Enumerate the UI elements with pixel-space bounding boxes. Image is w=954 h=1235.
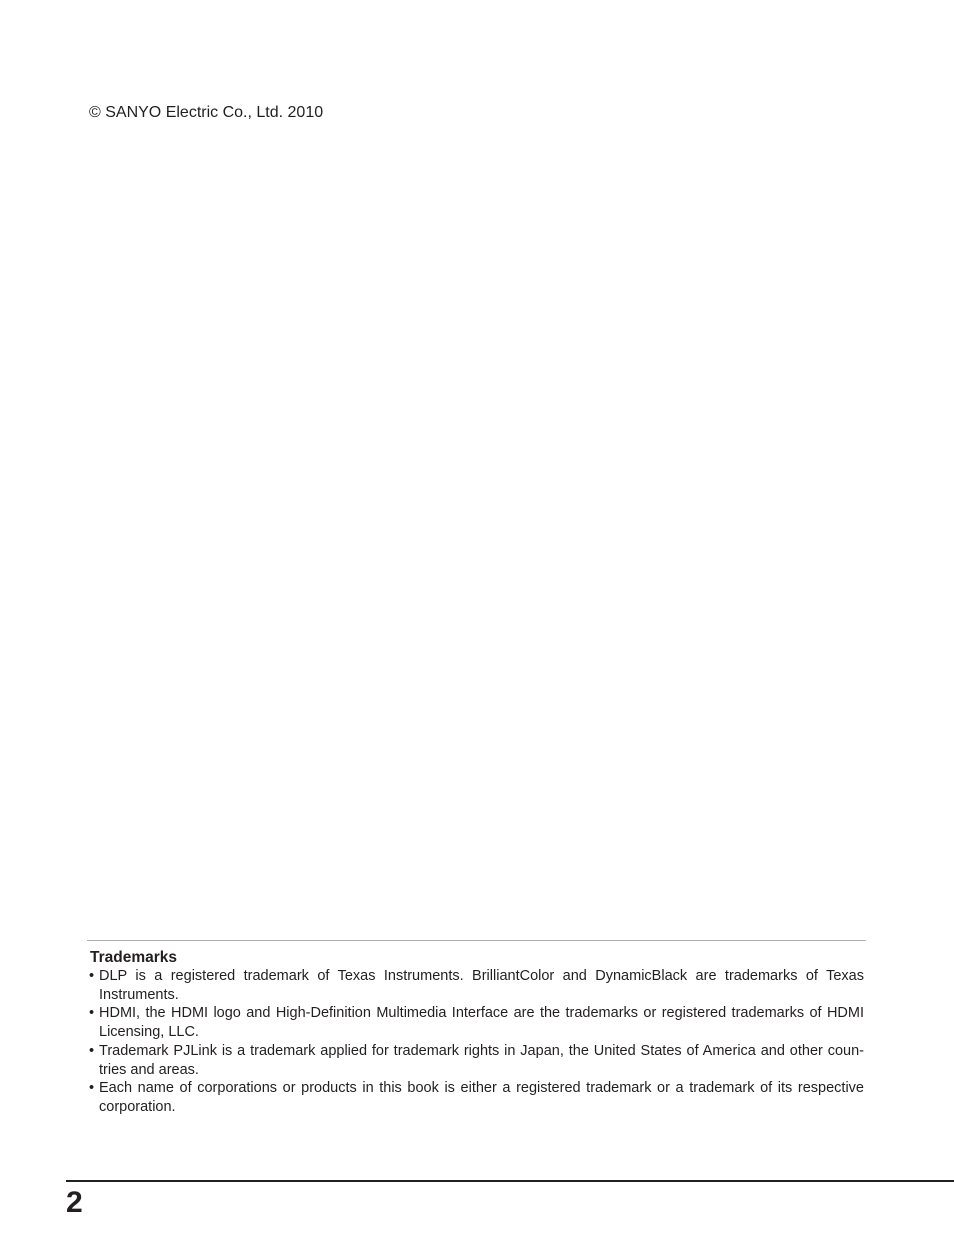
bullet: • bbox=[89, 1080, 95, 1097]
list-item bbox=[87, 1004, 864, 1041]
trademarks-section bbox=[87, 940, 866, 1117]
trademark-text: Each name of corporations or products in this book is either a registered trademark or a trademark of its respective corporation. bbox=[99, 1080, 864, 1115]
trademarks-heading: Trademarks bbox=[90, 949, 178, 966]
trademark-text: Trademark PJLink is a trademark applied for trademark rights in Japan, the United States of America and other coun-tries and areas. bbox=[99, 1042, 864, 1078]
footer-divider bbox=[66, 1180, 954, 1182]
bullet: • bbox=[89, 1042, 95, 1059]
trademark-text: HDMI, the HDMI logo and High-Definition Multimedia Interface are the trademarks or registered trademarks of HDMI Licensing, LLC. bbox=[99, 1005, 864, 1041]
trademark-text: DLP is a registered trademark of Texas Instruments. BrilliantColor and DynamicBlack are trademarks of Texas Instruments. bbox=[99, 968, 864, 1003]
bullet: • bbox=[89, 968, 95, 984]
bullet: • bbox=[89, 1005, 95, 1022]
page-number: 2 bbox=[66, 1186, 83, 1219]
list-item bbox=[87, 1079, 864, 1116]
list-item bbox=[87, 967, 864, 1004]
list-item bbox=[87, 1042, 864, 1079]
copyright-notice: © SANYO Electric Co., Ltd. 2010 bbox=[89, 104, 324, 121]
trademarks-list bbox=[87, 967, 866, 1117]
